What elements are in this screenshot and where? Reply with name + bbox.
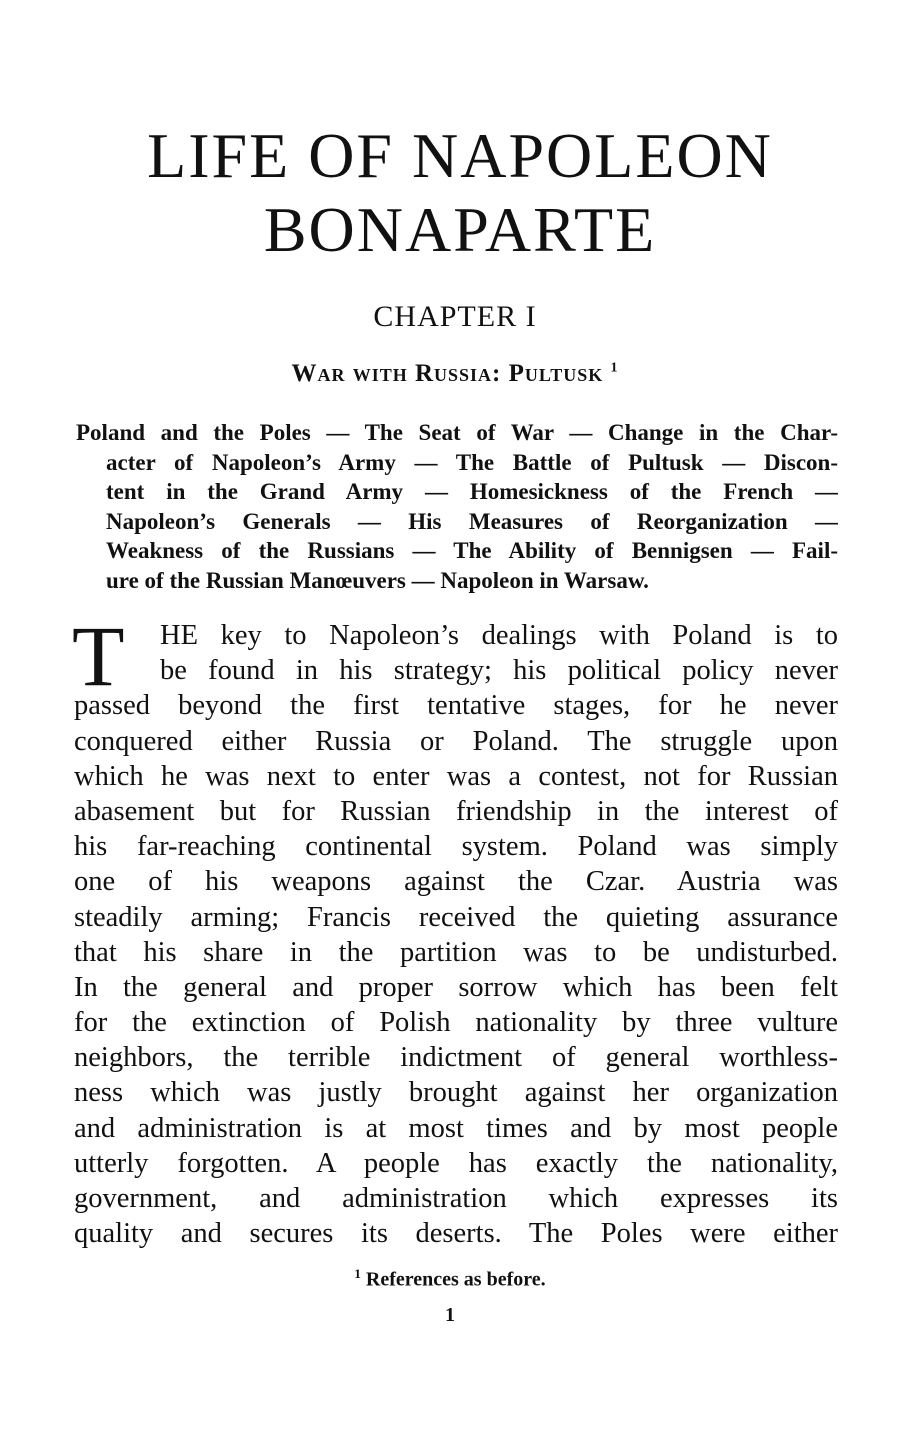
title-line-2: BONAPARTE (263, 194, 657, 265)
drop-cap: T (72, 608, 125, 704)
body-line: government, and administration which expresses its (74, 1183, 838, 1214)
body-line: which he was next to enter was a contest, not for Russian (74, 760, 838, 792)
synopsis-line: Napoleon’s Generals — His Measures of Reorganization — (106, 508, 838, 534)
body-line: that his share in the partition was to be undisturbed. (74, 936, 838, 968)
body-paragraph (72, 608, 838, 1251)
body-line: In the general and proper sorrow which has been felt (74, 971, 838, 1003)
synopsis-line: Weakness of the Russians — The Ability of Bennigsen — Fail- (106, 538, 838, 563)
chapter-heading: CHAPTER I (373, 300, 537, 333)
body-line: his far-reaching continental system. Poland was simply (74, 831, 838, 863)
body-line: be found in his strategy; his political policy never (160, 655, 838, 687)
body-line: one of his weapons against the Czar. Austria was (74, 866, 838, 898)
body-line: and administration is at most times and by most people (74, 1112, 838, 1144)
body-line: conquered either Russia or Poland. The struggle upon (74, 725, 838, 757)
body-line: neighbors, the terrible indictment of general worthless- (74, 1042, 838, 1074)
chapter-subtitle-text: War with Russia: Pultusk (291, 360, 604, 387)
synopsis-line: Poland and the Poles — The Seat of War — Change in the Char- (76, 420, 838, 445)
body-line: passed beyond the first tentative stages, for he never (74, 690, 838, 722)
footnote-text: References as before. (365, 1268, 546, 1291)
body-line: ness which was justly brought against her organization (74, 1077, 838, 1109)
footnote-marker: 1 (610, 360, 619, 376)
footnote-number: 1 (354, 1266, 361, 1281)
synopsis-line: tent in the Grand Army — Homesickness of the French — (106, 479, 838, 504)
footnote (0, 1266, 900, 1292)
body-line: HE key to Napoleon’s dealings with Poland is to (160, 620, 838, 651)
body-line: steadily arming; Francis received the quieting assurance (74, 901, 838, 933)
body-line: quality and secures its deserts. The Poles were either (74, 1218, 838, 1250)
chapter-synopsis (76, 418, 838, 595)
title-line-1: LIFE OF NAPOLEON (147, 120, 773, 191)
body-line: utterly forgotten. A people has exactly the nationality, (74, 1147, 838, 1179)
synopsis-line: ure of the Russian Manœuvers — Napoleon in Warsaw. (106, 567, 649, 593)
body-line: for the extinction of Polish nationality by three vulture (74, 1007, 838, 1039)
body-line: abasement but for Russian friendship in the interest of (74, 795, 838, 827)
page-number: 1 (445, 1304, 455, 1326)
synopsis-line: acter of Napoleon’s Army — The Battle of Pultusk — Discon- (106, 449, 838, 475)
chapter-subtitle (0, 360, 900, 388)
